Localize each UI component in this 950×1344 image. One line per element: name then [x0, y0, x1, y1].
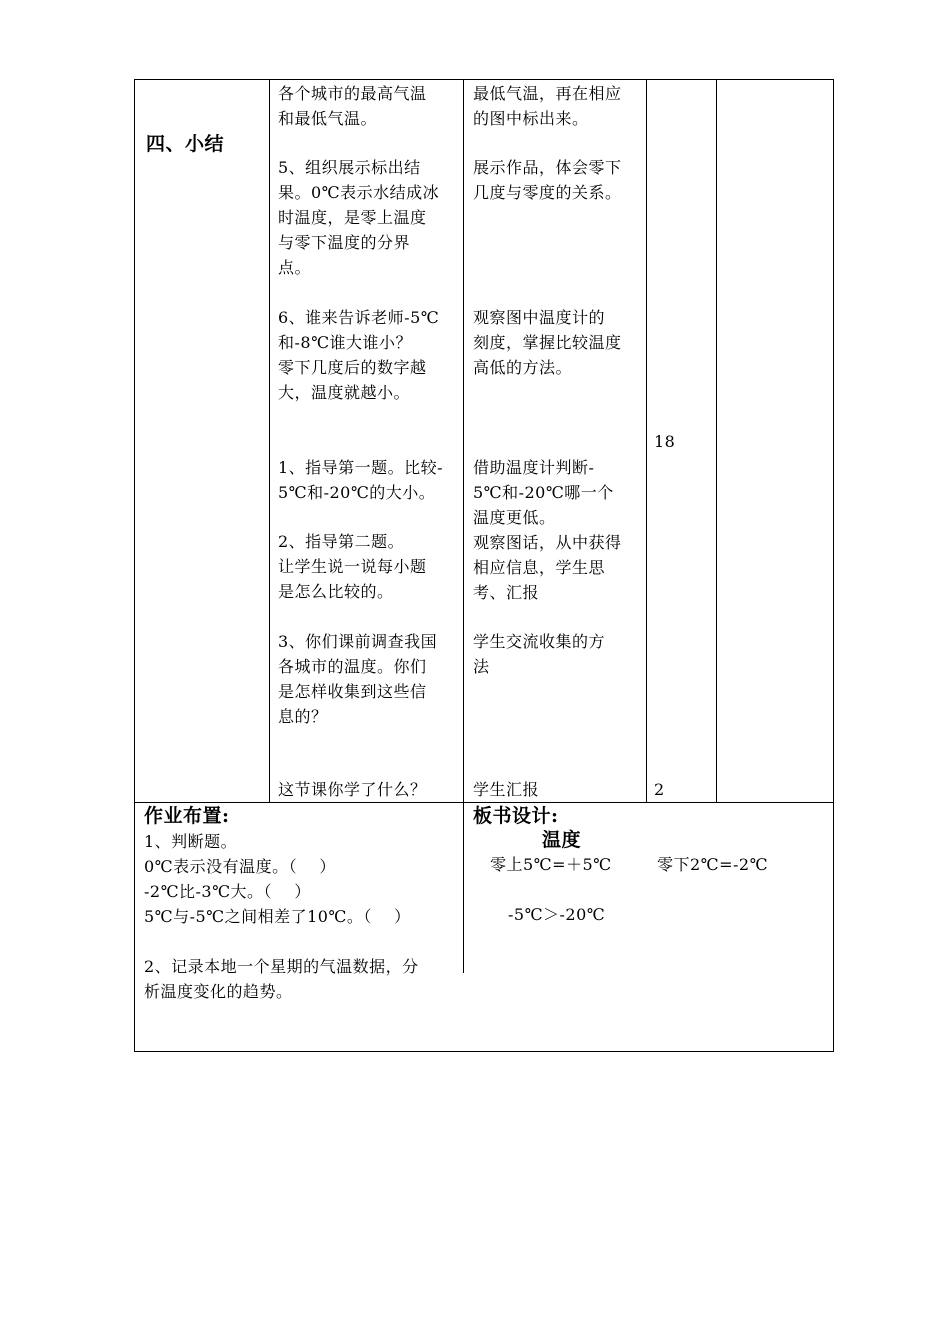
board-line-1b: 零下2℃=-2℃: [657, 855, 768, 874]
time-value-1: 18: [654, 432, 676, 451]
student-text-2: 展示作品，体会零下 几度与零度的关系。: [473, 158, 622, 202]
time-value-2: 2: [654, 780, 665, 799]
homework-title: 作业布置:: [144, 805, 230, 827]
col-divider-4: [716, 80, 717, 802]
stage-label: 四、小结: [146, 133, 225, 155]
teacher-text-4: 1、指导第一题。比较- 5℃和-20℃的大小。: [278, 458, 444, 502]
row-divider: [135, 802, 833, 803]
board-title: 板书设计:: [473, 805, 559, 827]
board-heading: 温度: [542, 829, 582, 851]
student-text-5: 学生交流收集的方 法: [473, 632, 606, 676]
teacher-text-7: 这节课你学了什么？: [278, 780, 427, 799]
board-line-2: -5℃＞-20℃: [508, 905, 606, 924]
student-text-3: 观察图中温度计的 刻度，掌握比较温度 高低的方法。: [473, 308, 622, 377]
teacher-text-5: 2、指导第二题。 让学生说一说每小题 是怎么比较的。: [278, 532, 427, 601]
teacher-text-3: 6、谁来告诉老师-5℃ 和-8℃谁大谁小？ 零下几度后的数字越 大，温度就越小。: [278, 308, 440, 402]
teacher-text-6: 3、你们课前调查我国 各城市的温度。你们 是怎样收集到这些信 息的？: [278, 632, 438, 726]
teacher-text-1: 各个城市的最高气温 和最低气温。: [278, 84, 427, 128]
col-divider-3: [646, 80, 647, 802]
student-text-4: 借助温度计判断- 5℃和-20℃哪一个 温度更低。 观察图话，从中获得 相应信息，学生思 考、汇报: [473, 458, 622, 602]
col-divider-2: [463, 80, 464, 973]
board-line-1a: 零上5℃=＋5℃: [490, 855, 612, 874]
student-text-6: 学生汇报: [473, 780, 540, 799]
teacher-text-2: 5、组织展示标出结 果。0℃表示水结成冰 时温度，是零上温度 与零下温度的分界 点。: [278, 158, 440, 277]
student-text-1: 最低气温，再在相应 的图中标出来。: [473, 84, 622, 128]
homework-body: 1、判断题。 0℃表示没有温度。（ ） -2℃比-3℃大。（ ） 5℃与-5℃之间相差了10℃。（ ） 2、记录本地一个星期的气温数据，分 析温度变化的趋势。: [144, 832, 419, 1001]
col-divider-1: [269, 80, 270, 802]
lesson-table: [134, 79, 834, 1052]
